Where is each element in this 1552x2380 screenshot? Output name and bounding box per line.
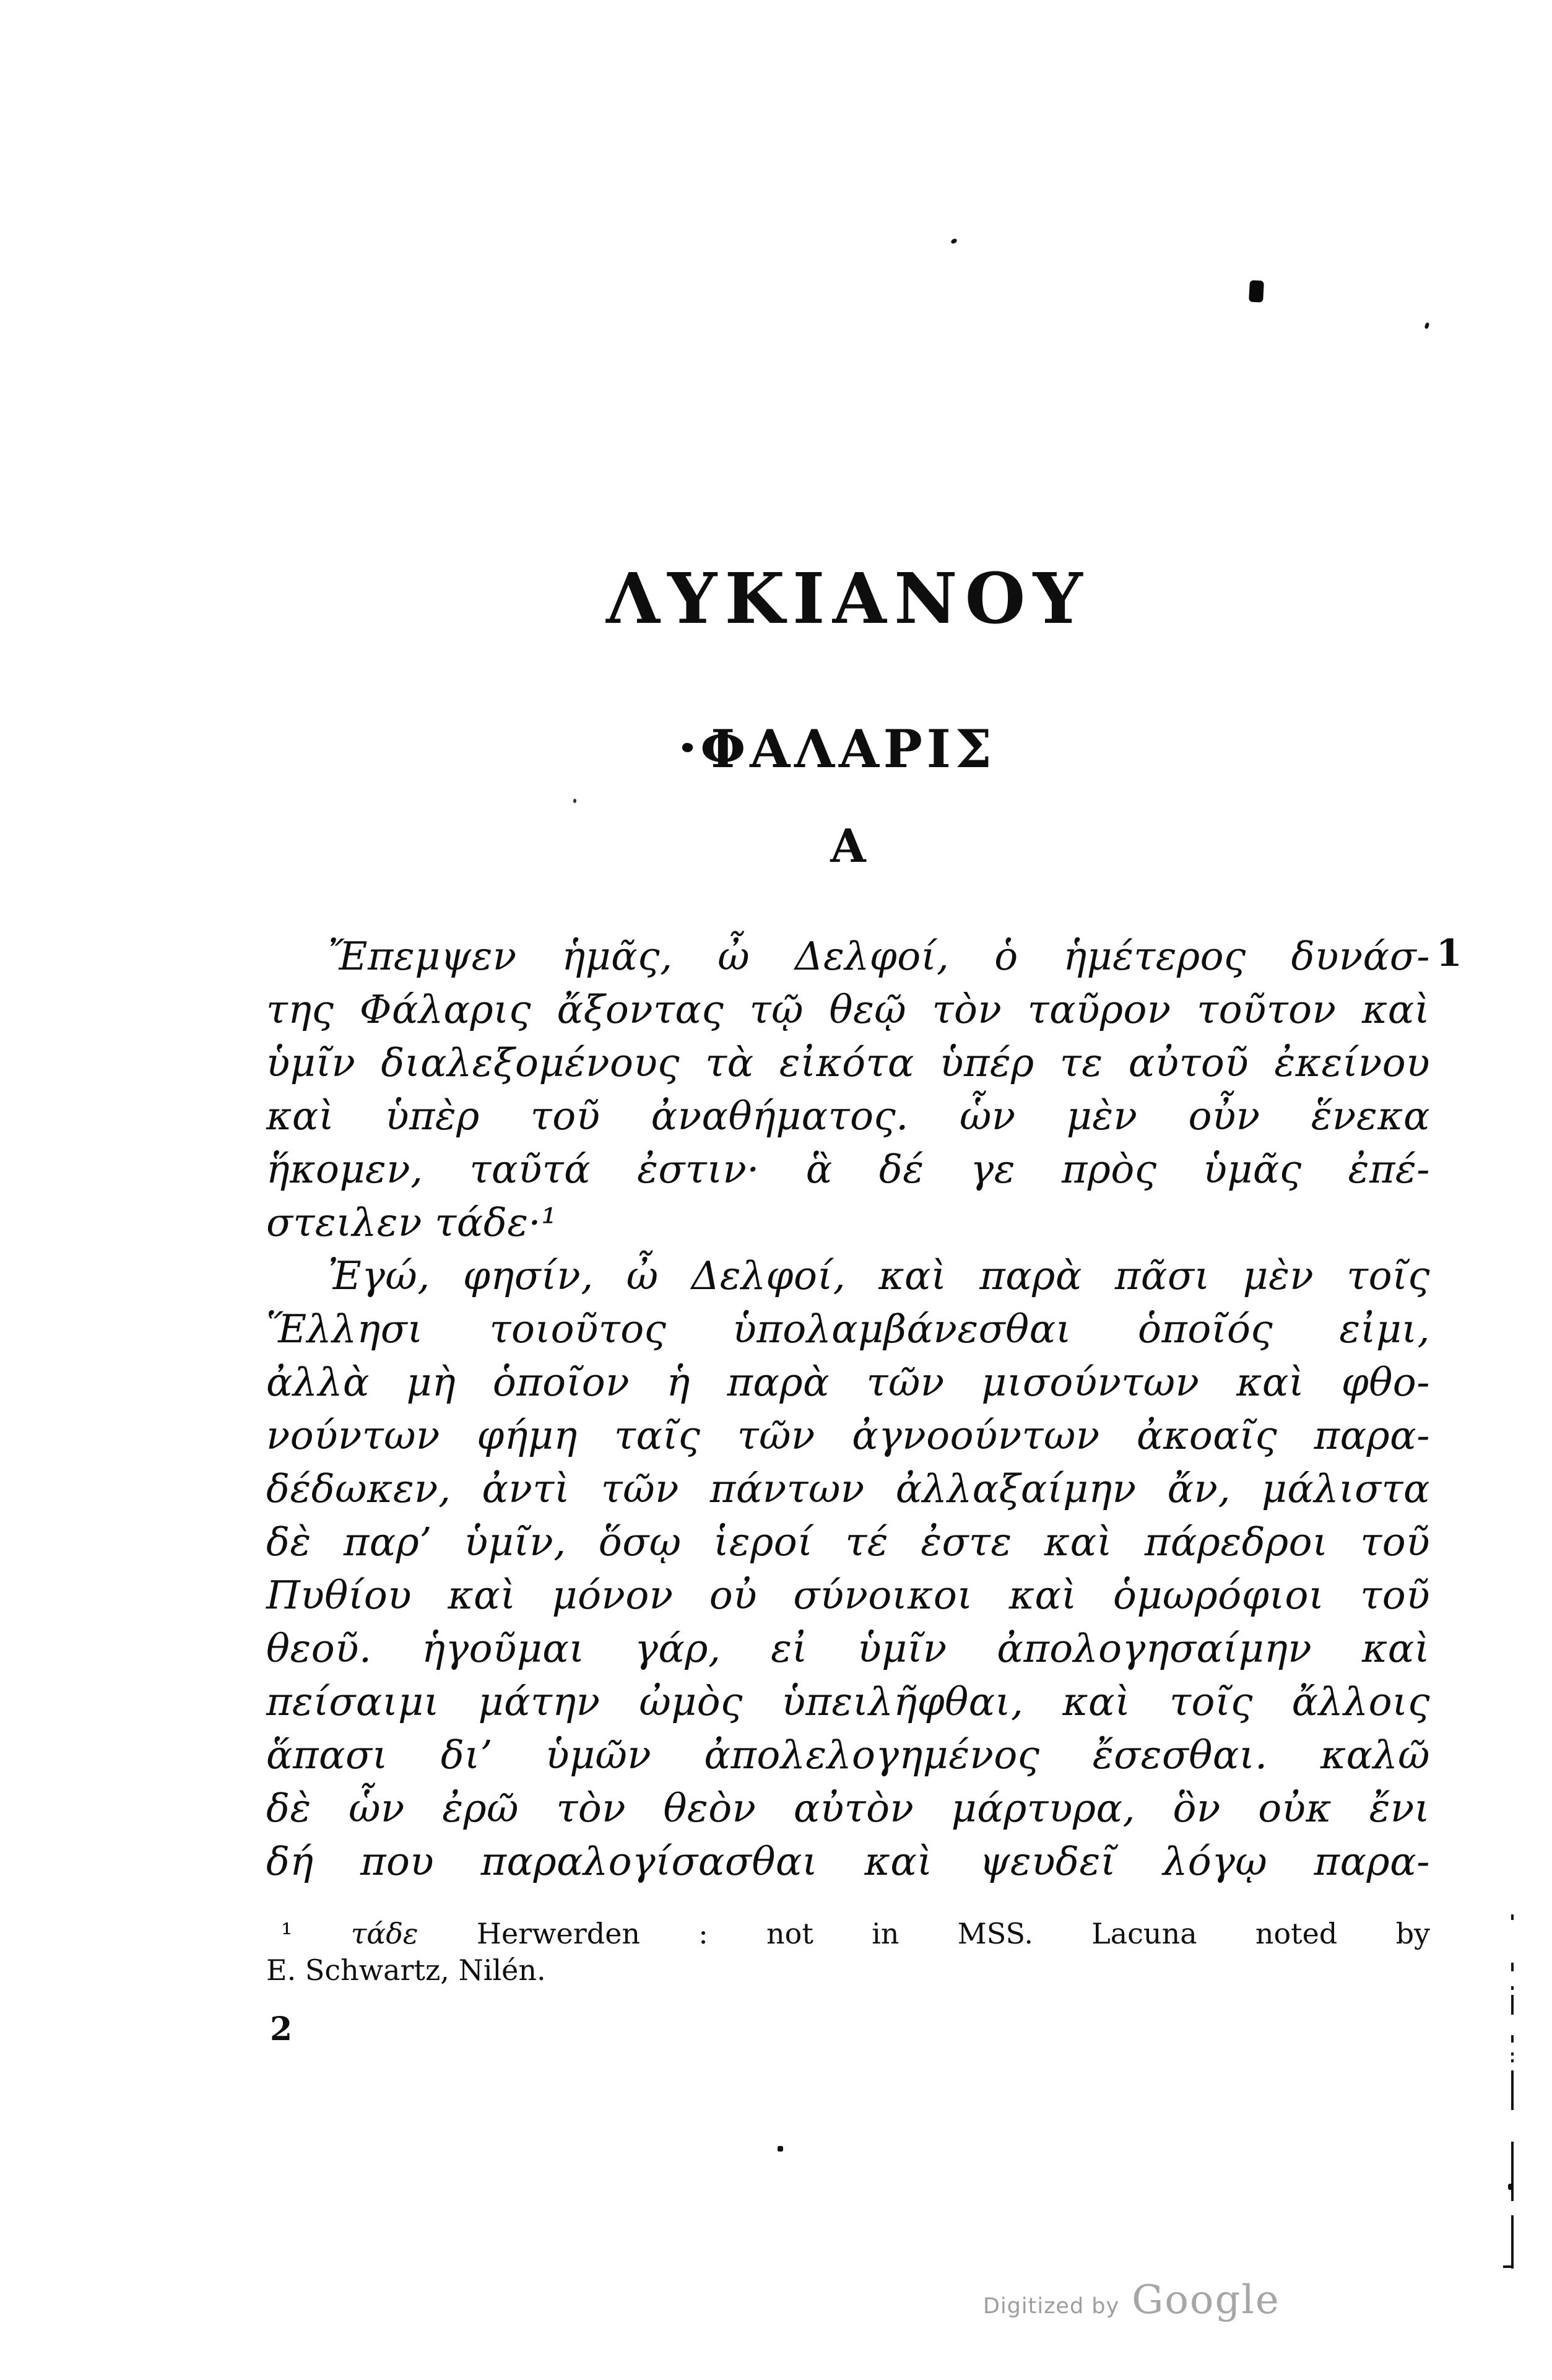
google-logo: Google	[1132, 2277, 1280, 2323]
body-line: πείσαιμι μάτην ὠμὸς ὑπειλῆφθαι, καὶ τοῖς ἄλλοις	[266, 1679, 1430, 1724]
margin-section-number: 1	[1436, 932, 1462, 975]
body-line: Πυθίου καὶ μόνον οὐ σύνοικοι καὶ ὁμωρόφιοι τοῦ	[266, 1573, 1430, 1618]
body-line: καὶ ὑπὲρ τοῦ ἀναθήματος. ὧν μὲν οὖν ἕνεκα	[266, 1093, 1430, 1139]
body-line: της Φάλαρις ἄξοντας τῷ θεῷ τὸν ταῦρον τοῦτον καὶ	[266, 987, 1430, 1032]
body-line: Ἐγώ, φησίν, ὦ Δελφοί, καὶ παρὰ πᾶσι μὲν τοῖς	[328, 1253, 1430, 1298]
footnote-text: Herwerden : not in MSS. Lacuna noted by	[476, 1917, 1431, 1950]
body-line: στειλεν τάδε·¹	[266, 1200, 557, 1245]
page-edge-artifact	[1511, 2215, 1514, 2269]
page-edge-artifact	[1511, 1995, 1514, 2015]
page-edge-artifact	[1511, 2035, 1514, 2043]
page-edge-artifact	[1511, 1986, 1514, 1990]
page-edge-artifact	[1503, 2265, 1512, 2268]
page-edge-artifact	[1511, 2059, 1514, 2062]
page-edge-artifact	[1511, 1914, 1514, 1920]
footnote-line	[266, 1916, 1430, 1952]
body-line: θεοῦ. ἡγοῦμαι γάρ, εἰ ὑμῖν ἀπολογησαίμην καὶ	[266, 1626, 1430, 1671]
speck-artifact	[1424, 322, 1429, 329]
body-line: ἅπασι δι’ ὑμῶν ἀπολελογημένος ἔσεσθαι. καλῶ	[266, 1732, 1430, 1778]
speck-artifact	[778, 2146, 783, 2152]
body-line: Ἕλλησι τοιοῦτος ὑπολαμβάνεσθαι ὁποῖός εἰμι,	[266, 1306, 1430, 1352]
body-line: ἥκομεν, ταῦτά ἐστιν· ἃ δέ γε πρὸς ὑμᾶς ἐπέ-	[266, 1147, 1430, 1192]
body-line: ὑμῖν διαλεξομένους τὰ εἰκότα ὑπέρ τε αὐτοῦ ἐκείνου	[266, 1040, 1430, 1085]
author-title: ΛΥΚΙΑΝΟΥ	[606, 558, 1090, 640]
section-letter: Α	[830, 820, 866, 873]
page-edge-artifact	[1508, 2184, 1514, 2190]
ink-blot-artifact	[1249, 280, 1264, 302]
body-line: δὲ ὧν ἐρῶ τὸν θεὸν αὐτὸν μάρτυρα, ὃν οὐκ ἔνι	[266, 1786, 1430, 1831]
greek-body-text	[266, 930, 1430, 1888]
digitization-watermark	[983, 2277, 1280, 2323]
work-title: ΦΑΛΑΡΙΣ	[700, 718, 996, 780]
watermark-prefix: Digitized by	[983, 2294, 1120, 2319]
page-edge-artifact	[1511, 2052, 1514, 2056]
body-line: δὲ παρ’ ὑμῖν, ὅσῳ ἱεροί τέ ἐστε καὶ πάρεδροι τοῦ	[266, 1519, 1430, 1565]
body-line: Ἔπεμψεν ἡμᾶς, ὦ Δελφοί, ὁ ἡμέτερος δυνάσ-	[328, 934, 1430, 979]
body-line: νούντων φήμη ταῖς τῶν ἀγνοούντων ἀκοαῖς παρα-	[266, 1413, 1430, 1458]
page-edge-artifact	[1511, 2142, 1514, 2201]
page-edge-artifact	[1511, 1963, 1514, 1971]
body-line: δέδωκεν, ἀντὶ τῶν πάντων ἀλλαξαίμην ἄν, μάλιστα	[266, 1466, 1430, 1511]
speck-artifact	[573, 799, 576, 803]
footnote-line: E. Schwartz, Nilén.	[266, 1953, 546, 1987]
page-edge-artifact	[1511, 2070, 1514, 2110]
footnote-greek-lemma: τάδε	[350, 1917, 418, 1950]
body-line: ἀλλὰ μὴ ὁποῖον ἡ παρὰ τῶν μισούντων καὶ φθο-	[266, 1360, 1430, 1405]
speck-artifact	[950, 238, 958, 245]
apparatus-footnote	[266, 1916, 1430, 1989]
footnote-marker: ¹	[281, 1917, 293, 1950]
body-line: δή που παραλογίσασθαι καὶ ψευδεῖ λόγῳ παρα-	[266, 1839, 1430, 1884]
page-number: 2	[270, 2010, 293, 2048]
